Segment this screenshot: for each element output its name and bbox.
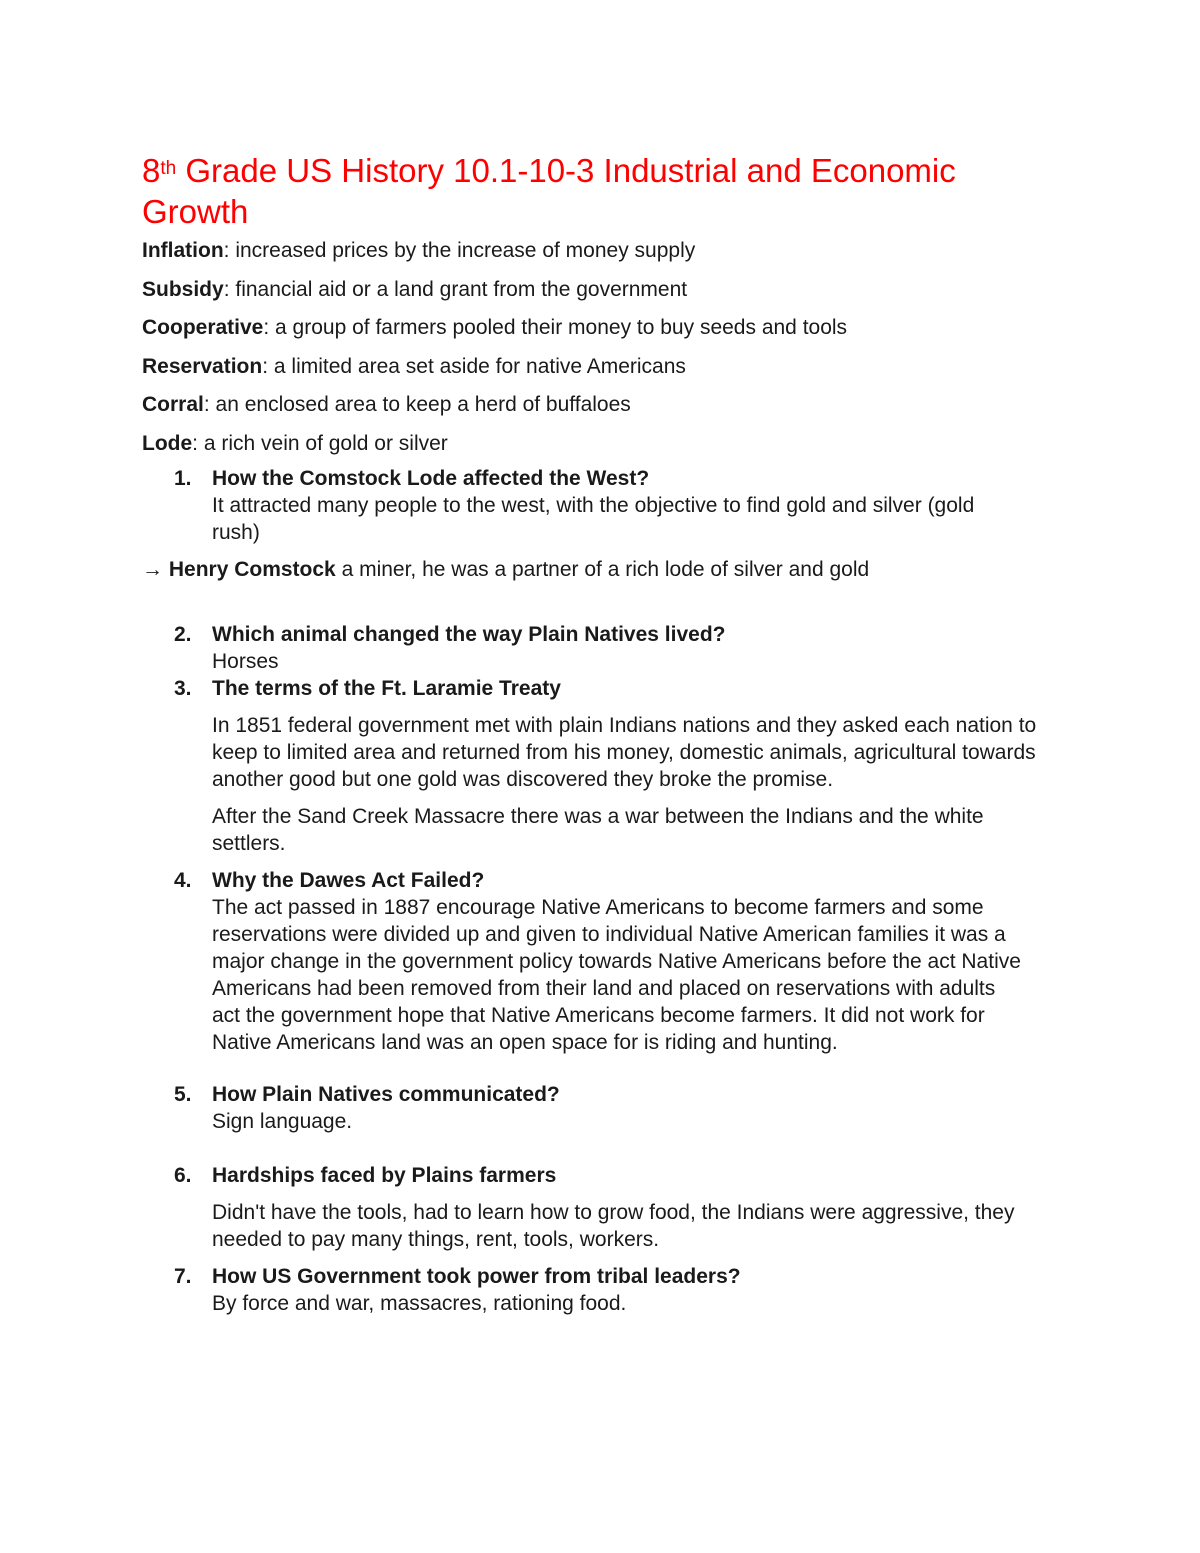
answer-text: It attracted many people to the west, with the objective to find gold and silver (gold rush) [212,493,975,544]
question-number: 5. [174,1082,192,1106]
comstock-text: a miner, he was a partner of a rich lode of silver and gold [335,557,870,581]
question-7 [142,1263,1062,1317]
definition-reservation [142,353,1062,381]
title-rest: Grade US History 10.1-10-3 Industrial and Economic Growth [142,152,956,230]
question-3 [142,675,1062,857]
question-number: 6. [174,1163,192,1187]
definition-text: : increased prices by the increase of money supply [223,239,696,262]
answer-text: By force and war, massacres, rationing food. [212,1291,627,1315]
definition-cooperative [142,314,1062,342]
question-text: Hardships faced by Plains farmers [212,1163,557,1187]
question-4 [142,867,1062,1056]
question-text: How US Government took power from tribal leaders? [212,1264,741,1288]
definition-text: : an enclosed area to keep a herd of buffaloes [203,393,631,416]
answer-text: Horses [212,649,279,673]
comstock-note [142,556,1062,584]
comstock-name: Henry Comstock [168,557,336,581]
question-text: Which animal changed the way Plain Natives lived? [212,622,726,646]
question-text: The terms of the Ft. Laramie Treaty [212,676,561,700]
definition-subsidy [142,276,1062,304]
title-prefix: 8 [142,152,161,189]
question-5 [142,1081,1062,1135]
question-number: 1. [174,466,192,490]
definition-inflation [142,237,1062,265]
title-superscript: th [160,158,177,179]
question-1 [142,465,1062,546]
definition-term: Reservation [142,354,263,378]
question-2 [142,621,1062,675]
definition-term: Cooperative [142,316,264,339]
definitions-list [142,237,1062,458]
document-page [142,150,1062,1317]
answer-text: The act passed in 1887 encourage Native Americans to become farmers and some reservations were divided up and given to individual Native American families it was a major change in the government policy towards Native Americans before the act Native Americans had been removed from their land and placed on reservations with adults act the government hope that Native Americans become farmers. It did not work for Native Americans land was an open space for is riding and hunting. [212,895,1021,1054]
definition-term: Corral [142,393,204,416]
definition-corral [142,391,1062,419]
definition-text: : a rich vein of gold or silver [192,431,448,455]
arrow-icon: → [142,557,163,581]
question-text: How the Comstock Lode affected the West? [212,466,650,490]
question-text: How Plain Natives communicated? [212,1082,560,1106]
answer-text: Didn't have the tools, had to learn how to grow food, the Indians were aggressive, they needed to pay many things, rent, tools, workers. [212,1200,1015,1251]
definition-text: : a limited area set aside for native Americans [262,354,686,378]
definition-term: Subsidy [142,277,224,301]
definition-text: : financial aid or a land grant from the government [223,277,688,301]
question-number: 4. [174,868,192,892]
question-number: 7. [174,1264,192,1288]
definition-term: Inflation [142,239,224,262]
question-text: Why the Dawes Act Failed? [212,868,485,892]
question-6 [142,1162,1062,1253]
definition-text: : a group of farmers pooled their money to buy seeds and tools [263,316,848,339]
answer-text: In 1851 federal government met with plain Indians nations and they asked each nation to keep to limited area and returned from his money, domestic animals, agricultural towards another good but one gold was discovered they broke the promise. [212,713,1037,791]
definition-lode [142,430,1062,458]
definition-term: Lode [142,431,193,455]
question-number: 3. [174,676,192,700]
question-number: 2. [174,622,192,646]
answer-text: Sign language. [212,1109,353,1133]
answer-text: After the Sand Creek Massacre there was a war between the Indians and the white settlers. [212,804,984,855]
document-title [142,150,1062,232]
